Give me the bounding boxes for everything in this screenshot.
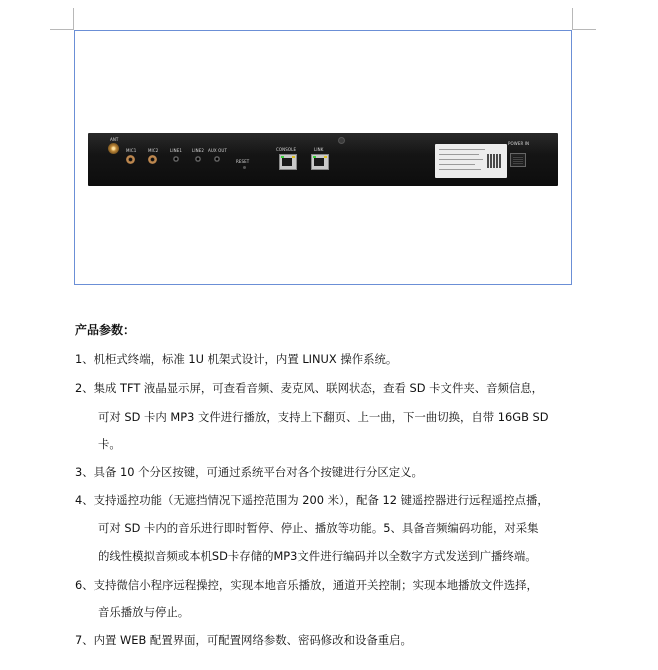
line1-label: LINE1 [170, 148, 182, 153]
spec-heading: 产品参数： [75, 323, 136, 337]
device-rear-panel-photo [88, 133, 558, 186]
image-frame[interactable] [74, 30, 572, 285]
screw-icon [338, 137, 345, 144]
crop-mark [572, 8, 573, 30]
spec-line-1: 1、机柜式终端，标准 1U 机架式设计，内置 LINUX 操作系统。 [75, 352, 398, 366]
power-in-label: POWER IN [508, 141, 530, 146]
power-socket-icon [510, 153, 526, 167]
crop-mark [572, 29, 596, 30]
spec-line-6-cont: 音乐播放与停止。 [98, 605, 190, 619]
spec-line-4-cont: 可对 SD 卡内的音乐进行即时暂停、停止、播放等功能。5、具备音频编码功能，对采集 [98, 521, 539, 535]
ant-label: ANT [110, 137, 119, 142]
spec-line-7: 7、内置 WEB 配置界面，可配置网络参数、密码修改和设备重启。 [75, 633, 412, 647]
mic2-jack-icon [148, 155, 157, 164]
link-label: LINK [314, 147, 324, 152]
mic1-label: MIC1 [126, 148, 137, 153]
spec-line-2-cont: 卡。 [98, 437, 121, 451]
reset-button-icon [243, 166, 246, 169]
spec-line-2: 2、集成 TFT 液晶显示屏，可查看音频、麦克风、联网状态，查看 SD 卡文件夹、音频信息， [75, 381, 544, 395]
console-port-icon [279, 154, 297, 170]
aux-out-label: AUX OUT [208, 148, 227, 153]
mic2-label: MIC2 [148, 148, 159, 153]
crop-mark [73, 8, 74, 30]
line2-label: LINE2 [192, 148, 204, 153]
spec-line-4: 4、支持遥控功能（无遮挡情况下遥控范围为 200 米），配备 12 键遥控器进行远程遥控点播， [75, 493, 549, 507]
line1-jack-icon [173, 156, 179, 162]
spec-line-3: 3、具备 10 个分区按键，可通过系统平台对各个按键进行分区定义。 [75, 465, 423, 479]
reset-label: RESET [236, 159, 250, 164]
link-port-icon [311, 154, 329, 170]
aux-out-jack-icon [214, 156, 220, 162]
device-label-sticker [435, 144, 507, 178]
spec-line-5-cont: 的线性模拟音频或本机SD卡存储的MP3文件进行编码并以全数字方式发送到广播终端。 [98, 549, 537, 563]
crop-mark [50, 29, 74, 30]
mic1-jack-icon [126, 155, 135, 164]
spec-line-2-cont: 可对 SD 卡内 MP3 文件进行播放，支持上下翻页、上一曲，下一曲切换，自带 16GB SD [98, 410, 549, 424]
console-label: CONSOLE [276, 147, 297, 152]
qr-code-icon [487, 154, 501, 168]
line2-jack-icon [195, 156, 201, 162]
spec-line-6: 6、支持微信小程序远程操控，实现本地音乐播放，通道开关控制；实现本地播放文件选择， [75, 578, 538, 592]
antenna-connector-icon [108, 143, 119, 154]
